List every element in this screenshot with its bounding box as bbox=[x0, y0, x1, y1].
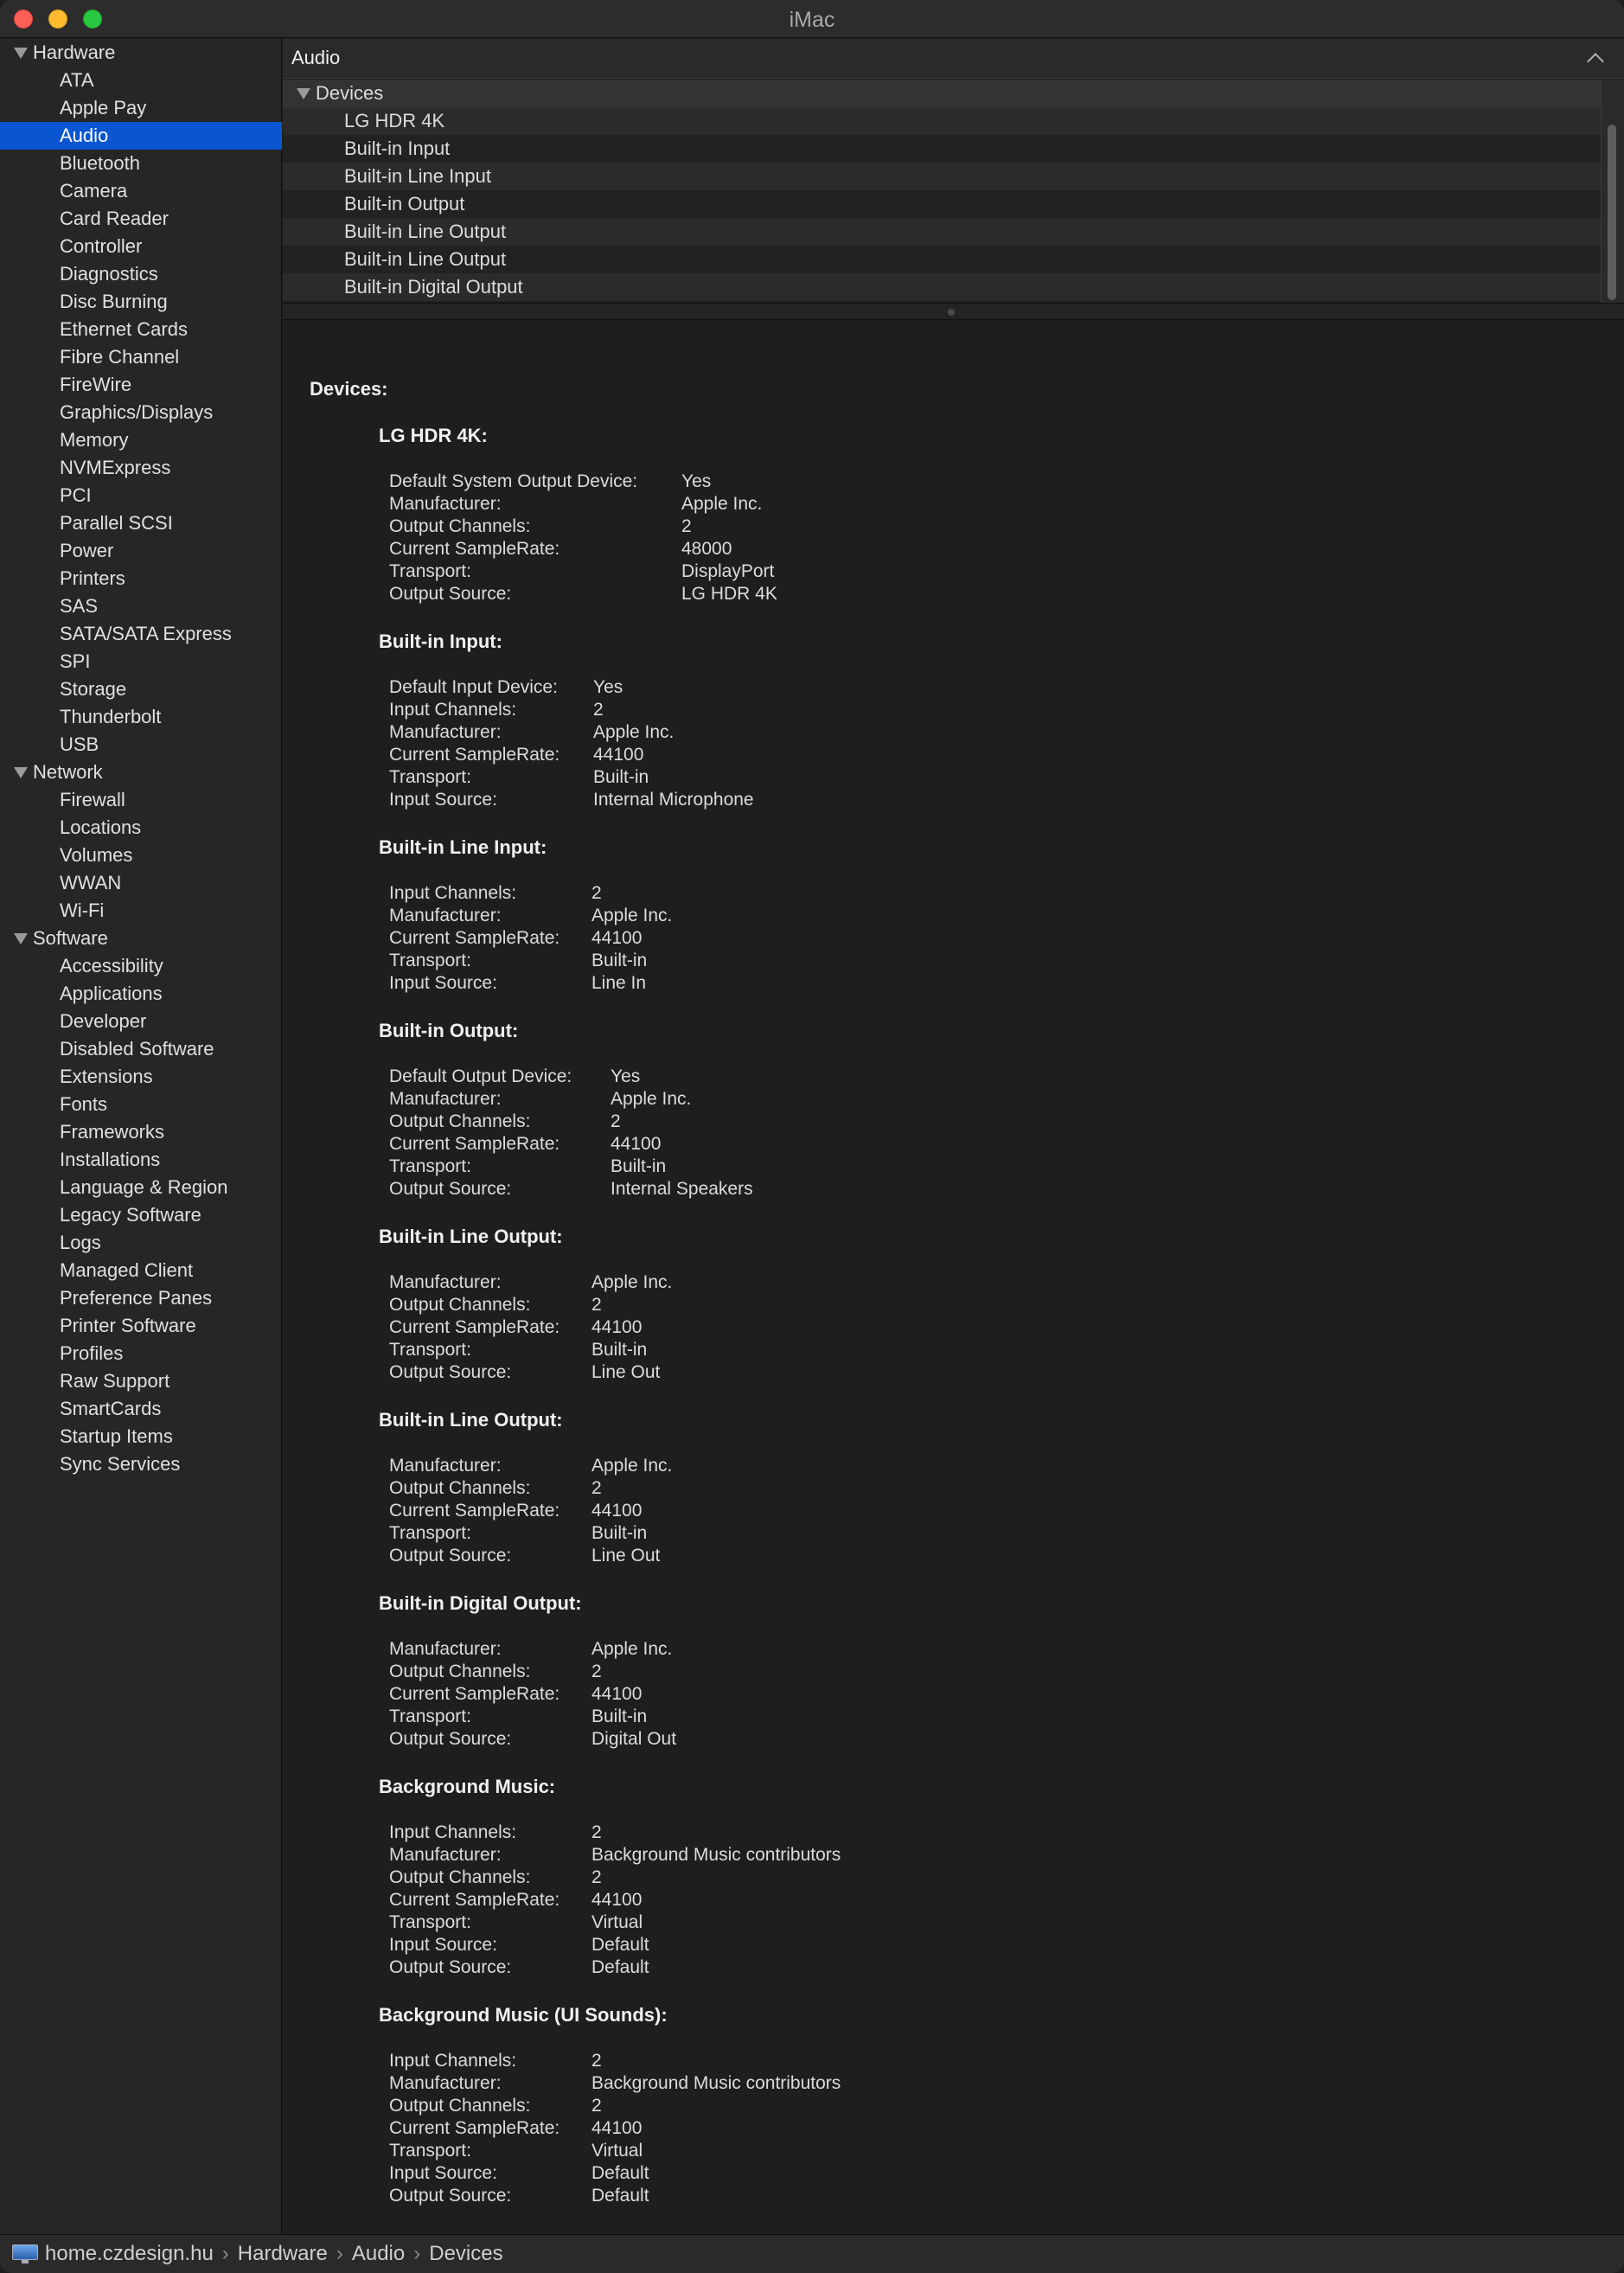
property-value: Built-in bbox=[593, 767, 649, 787]
property-label: Default Input Device: bbox=[389, 677, 558, 697]
disclosure-triangle-icon[interactable] bbox=[14, 48, 28, 59]
device-list-scrollbar[interactable] bbox=[1601, 80, 1624, 303]
sidebar-item-accessibility[interactable]: Accessibility bbox=[60, 955, 163, 976]
property-value: 2 bbox=[591, 2096, 602, 2116]
property-label: Manufacturer: bbox=[389, 494, 502, 514]
property-label: Current SampleRate: bbox=[389, 1134, 560, 1154]
device-title: Built-in Line Input: bbox=[379, 836, 547, 858]
property-label: Input Source: bbox=[389, 973, 497, 993]
property-value: Default bbox=[591, 1935, 649, 1955]
property-value: 2 bbox=[591, 1822, 602, 1842]
sidebar-item-thunderbolt[interactable]: Thunderbolt bbox=[60, 706, 162, 727]
sidebar-item-firewall[interactable]: Firewall bbox=[60, 789, 125, 810]
breadcrumb-chevron-right-icon: › bbox=[221, 2242, 229, 2265]
property-label: Output Channels: bbox=[389, 516, 531, 536]
status-bar bbox=[0, 2234, 1624, 2273]
disclosure-triangle-icon[interactable] bbox=[14, 767, 28, 778]
property-label: Transport: bbox=[389, 2141, 471, 2161]
property-label: Default System Output Device: bbox=[389, 471, 638, 491]
breadcrumb-chevron-right-icon: › bbox=[336, 2242, 343, 2265]
property-value: 44100 bbox=[591, 1684, 643, 1704]
sidebar-item-smartcards[interactable]: SmartCards bbox=[60, 1398, 162, 1419]
property-label: Output Channels: bbox=[389, 1111, 531, 1131]
property-label: Input Source: bbox=[389, 2163, 497, 2183]
device-title: Background Music: bbox=[379, 1776, 556, 1797]
detail-heading: Devices: bbox=[310, 378, 388, 400]
sidebar-item-developer[interactable]: Developer bbox=[60, 1010, 147, 1032]
property-label: Output Channels: bbox=[389, 1867, 531, 1887]
device-title: Built-in Line Output: bbox=[379, 1226, 563, 1247]
property-value: Built-in bbox=[591, 1523, 648, 1543]
sidebar-item-firewire[interactable]: FireWire bbox=[60, 374, 132, 395]
sidebar-item-usb[interactable]: USB bbox=[60, 733, 99, 755]
property-label: Current SampleRate: bbox=[389, 1317, 560, 1337]
sidebar-group-software[interactable] bbox=[0, 925, 282, 952]
imac-icon bbox=[12, 2244, 38, 2263]
property-label: Manufacturer: bbox=[389, 1456, 502, 1476]
sidebar-item-sas[interactable]: SAS bbox=[60, 595, 99, 617]
list-item[interactable]: Built-in Line Output bbox=[283, 218, 1601, 246]
sidebar-item-managed-client[interactable]: Managed Client bbox=[60, 1259, 194, 1281]
breadcrumb-item[interactable]: home.czdesign.hu bbox=[45, 2242, 214, 2265]
sidebar-item-bluetooth[interactable]: Bluetooth bbox=[60, 152, 140, 174]
property-value: Apple Inc. bbox=[681, 494, 763, 514]
property-value: Apple Inc. bbox=[591, 1639, 673, 1659]
property-label: Transport: bbox=[389, 1340, 471, 1360]
property-value: Yes bbox=[681, 471, 712, 491]
sidebar-item-frameworks[interactable]: Frameworks bbox=[60, 1121, 165, 1143]
property-label: Output Channels: bbox=[389, 1662, 531, 1681]
property-value: Apple Inc. bbox=[591, 1456, 673, 1476]
sidebar-item-applications[interactable]: Applications bbox=[60, 983, 163, 1004]
property-value: 2 bbox=[591, 1478, 602, 1498]
property-label: Current SampleRate: bbox=[389, 1684, 560, 1704]
sidebar-item-ethernet-cards[interactable]: Ethernet Cards bbox=[60, 318, 188, 340]
device-title: Background Music (UI Sounds): bbox=[379, 2004, 668, 2026]
property-value: DisplayPort bbox=[681, 561, 775, 581]
sidebar-item-controller[interactable]: Controller bbox=[60, 235, 143, 257]
property-label: Current SampleRate: bbox=[389, 928, 560, 948]
sidebar-item-printer-software[interactable]: Printer Software bbox=[60, 1315, 196, 1336]
property-label: Output Source: bbox=[389, 1362, 512, 1382]
device-title: LG HDR 4K: bbox=[379, 425, 488, 446]
property-label: Transport: bbox=[389, 1912, 471, 1932]
sidebar-item-ata[interactable]: ATA bbox=[60, 69, 94, 91]
property-label: Output Source: bbox=[389, 1957, 512, 1977]
property-value: Default bbox=[591, 1957, 649, 1977]
list-item[interactable]: Built-in Line Output bbox=[283, 246, 1601, 273]
property-label: Manufacturer: bbox=[389, 1639, 502, 1659]
property-value: 2 bbox=[591, 1295, 602, 1315]
sidebar-item-volumes[interactable]: Volumes bbox=[60, 844, 133, 866]
property-value: Apple Inc. bbox=[593, 722, 675, 742]
sidebar-item-audio[interactable]: Audio bbox=[0, 122, 282, 150]
sidebar-item-disabled-software[interactable]: Disabled Software bbox=[60, 1038, 214, 1060]
property-label: Default Output Device: bbox=[389, 1066, 572, 1086]
sidebar-group-label: Hardware bbox=[33, 42, 116, 63]
sidebar-group-label: Software bbox=[33, 927, 108, 949]
sidebar-item-diagnostics[interactable]: Diagnostics bbox=[60, 263, 158, 285]
property-value: 44100 bbox=[611, 1134, 662, 1154]
property-label: Output Source: bbox=[389, 2186, 512, 2206]
sidebar-item-printers[interactable]: Printers bbox=[60, 567, 125, 589]
title-bar[interactable] bbox=[0, 0, 1624, 38]
property-value: Internal Speakers bbox=[611, 1179, 753, 1199]
sidebar-item-profiles[interactable]: Profiles bbox=[60, 1342, 124, 1364]
property-label: Input Channels: bbox=[389, 2051, 517, 2071]
property-value: 44100 bbox=[591, 2118, 643, 2138]
property-label: Output Channels: bbox=[389, 1478, 531, 1498]
list-group-label: Devices bbox=[316, 82, 384, 104]
sidebar bbox=[0, 39, 282, 2234]
property-value: Background Music contributors bbox=[591, 2073, 841, 2093]
property-label: Transport: bbox=[389, 951, 471, 970]
property-label: Output Source: bbox=[389, 1729, 512, 1749]
disclosure-triangle-icon[interactable] bbox=[14, 933, 28, 944]
property-value: Internal Microphone bbox=[593, 790, 754, 810]
property-value: 44100 bbox=[591, 928, 643, 948]
property-value: Apple Inc. bbox=[591, 1272, 673, 1292]
property-value: Digital Out bbox=[591, 1729, 677, 1749]
property-label: Current SampleRate: bbox=[389, 2118, 560, 2138]
property-value: 2 bbox=[591, 2051, 602, 2071]
breadcrumb-item[interactable]: Devices bbox=[429, 2242, 503, 2265]
property-value: 44100 bbox=[591, 1317, 643, 1337]
property-label: Output Source: bbox=[389, 584, 512, 604]
device-title: Built-in Line Output: bbox=[379, 1409, 563, 1431]
property-label: Transport: bbox=[389, 1706, 471, 1726]
property-label: Manufacturer: bbox=[389, 906, 502, 925]
property-value: Yes bbox=[611, 1066, 641, 1086]
property-label: Current SampleRate: bbox=[389, 745, 560, 765]
property-value: 44100 bbox=[591, 1501, 643, 1521]
content-pane bbox=[283, 39, 1624, 2234]
property-value: Line In bbox=[591, 973, 647, 993]
pane-splitter[interactable] bbox=[283, 303, 1624, 320]
property-label: Manufacturer: bbox=[389, 1089, 502, 1109]
detail-view bbox=[283, 321, 1624, 2234]
sidebar-item-locations[interactable]: Locations bbox=[60, 816, 142, 838]
property-label: Transport: bbox=[389, 767, 471, 787]
sidebar-item-fonts[interactable]: Fonts bbox=[60, 1093, 108, 1115]
property-label: Output Channels: bbox=[389, 2096, 531, 2116]
sidebar-item-memory[interactable]: Memory bbox=[60, 429, 129, 451]
property-label: Manufacturer: bbox=[389, 1845, 502, 1865]
property-label: Current SampleRate: bbox=[389, 1501, 560, 1521]
property-value: Virtual bbox=[591, 1912, 643, 1932]
property-value: Line Out bbox=[591, 1546, 661, 1565]
property-value: Default bbox=[591, 2186, 649, 2206]
property-label: Transport: bbox=[389, 561, 471, 581]
sidebar-item-power[interactable]: Power bbox=[60, 540, 114, 561]
sidebar-item-storage[interactable]: Storage bbox=[60, 678, 127, 700]
property-label: Input Channels: bbox=[389, 1822, 517, 1842]
property-value: 48000 bbox=[681, 539, 732, 559]
property-value: 2 bbox=[593, 700, 604, 720]
property-label: Input Channels: bbox=[389, 883, 517, 903]
property-label: Output Channels: bbox=[389, 1295, 531, 1315]
property-value: Built-in bbox=[611, 1156, 667, 1176]
device-list bbox=[283, 80, 1601, 303]
sidebar-item-legacy-software[interactable]: Legacy Software bbox=[60, 1204, 201, 1226]
property-value: Yes bbox=[593, 677, 623, 697]
breadcrumb-chevron-right-icon: › bbox=[413, 2242, 421, 2265]
sidebar-item-disc-burning[interactable]: Disc Burning bbox=[60, 291, 168, 312]
sidebar-item-parallel-scsi[interactable]: Parallel SCSI bbox=[60, 512, 173, 534]
property-value: 2 bbox=[591, 883, 602, 903]
list-item[interactable]: Built-in Input bbox=[283, 135, 1601, 163]
sidebar-item-startup-items[interactable]: Startup Items bbox=[60, 1425, 173, 1447]
property-label: Current SampleRate: bbox=[389, 1890, 560, 1910]
sidebar-group-hardware[interactable] bbox=[0, 39, 282, 67]
scrollbar-thumb[interactable] bbox=[1608, 125, 1616, 300]
breadcrumb-item[interactable]: Audio bbox=[351, 2242, 406, 2265]
property-label: Manufacturer: bbox=[389, 1272, 502, 1292]
property-label: Transport: bbox=[389, 1156, 471, 1176]
property-label: Input Source: bbox=[389, 1935, 497, 1955]
sidebar-item-nvmexpress[interactable]: NVMExpress bbox=[60, 457, 171, 478]
sidebar-item-language-region[interactable]: Language & Region bbox=[60, 1176, 228, 1198]
property-label: Current SampleRate: bbox=[389, 539, 560, 559]
sidebar-item-fibre-channel[interactable]: Fibre Channel bbox=[60, 346, 180, 368]
property-value: Background Music contributors bbox=[591, 1845, 841, 1865]
sidebar-item-camera[interactable]: Camera bbox=[60, 180, 128, 202]
list-header-title: Audio bbox=[291, 47, 341, 68]
sidebar-item-preference-panes[interactable]: Preference Panes bbox=[60, 1287, 213, 1309]
list-group-devices[interactable] bbox=[283, 80, 1601, 107]
sidebar-item-sync-services[interactable]: Sync Services bbox=[60, 1453, 181, 1475]
sidebar-item-wwan[interactable]: WWAN bbox=[60, 872, 122, 893]
sidebar-item-spi[interactable]: SPI bbox=[60, 650, 91, 672]
property-value: LG HDR 4K bbox=[681, 584, 777, 604]
property-value: Line Out bbox=[591, 1362, 661, 1382]
property-label: Manufacturer: bbox=[389, 2073, 502, 2093]
property-label: Manufacturer: bbox=[389, 722, 502, 742]
property-value: 44100 bbox=[591, 1890, 643, 1910]
sidebar-item-extensions[interactable]: Extensions bbox=[60, 1066, 153, 1087]
sidebar-item-card-reader[interactable]: Card Reader bbox=[60, 208, 169, 229]
property-value: 44100 bbox=[593, 745, 644, 765]
property-value: Built-in bbox=[591, 1706, 648, 1726]
device-title: Built-in Input: bbox=[379, 631, 502, 652]
property-value: 2 bbox=[681, 516, 692, 536]
sidebar-item-sata-sata-express[interactable]: SATA/SATA Express bbox=[60, 623, 232, 644]
splitter-handle-icon[interactable] bbox=[948, 309, 955, 316]
sort-chevron-up-icon[interactable] bbox=[1587, 53, 1604, 70]
sidebar-item-wi-fi[interactable]: Wi-Fi bbox=[60, 900, 105, 921]
list-item[interactable]: LG HDR 4K bbox=[283, 107, 1601, 135]
list-item[interactable]: Built-in Digital Output bbox=[283, 273, 1601, 301]
property-label: Output Source: bbox=[389, 1179, 512, 1199]
breadcrumb-item[interactable]: Hardware bbox=[237, 2242, 328, 2265]
disclosure-triangle-icon[interactable] bbox=[297, 88, 310, 99]
sidebar-group-network[interactable] bbox=[0, 759, 282, 786]
property-value: Apple Inc. bbox=[591, 906, 673, 925]
sidebar-item-pci[interactable]: PCI bbox=[60, 484, 92, 506]
property-value: Virtual bbox=[591, 2141, 643, 2161]
property-label: Transport: bbox=[389, 1523, 471, 1543]
property-label: Output Source: bbox=[389, 1546, 512, 1565]
property-label: Input Channels: bbox=[389, 700, 517, 720]
sidebar-item-graphics-displays[interactable]: Graphics/Displays bbox=[60, 401, 214, 423]
device-title: Built-in Output: bbox=[379, 1020, 519, 1041]
property-value: 2 bbox=[611, 1111, 621, 1131]
property-value: Built-in bbox=[591, 951, 648, 970]
list-item[interactable]: Built-in Output bbox=[283, 190, 1601, 218]
property-value: Built-in bbox=[591, 1340, 648, 1360]
property-label: Input Source: bbox=[389, 790, 497, 810]
list-header[interactable] bbox=[283, 39, 1624, 79]
window-title: iMac bbox=[789, 8, 835, 32]
property-value: 2 bbox=[591, 1867, 602, 1887]
device-title: Built-in Digital Output: bbox=[379, 1592, 582, 1614]
sidebar-item-logs[interactable]: Logs bbox=[60, 1232, 101, 1253]
breadcrumb bbox=[45, 2235, 503, 2273]
list-item[interactable]: Built-in Line Input bbox=[283, 163, 1601, 190]
sidebar-group-label: Network bbox=[33, 761, 103, 783]
property-value: Default bbox=[591, 2163, 649, 2183]
sidebar-item-apple-pay[interactable]: Apple Pay bbox=[60, 97, 147, 118]
property-value: 2 bbox=[591, 1662, 602, 1681]
sidebar-item-raw-support[interactable]: Raw Support bbox=[60, 1370, 170, 1392]
sidebar-item-installations[interactable]: Installations bbox=[60, 1149, 161, 1170]
property-value: Apple Inc. bbox=[611, 1089, 692, 1109]
